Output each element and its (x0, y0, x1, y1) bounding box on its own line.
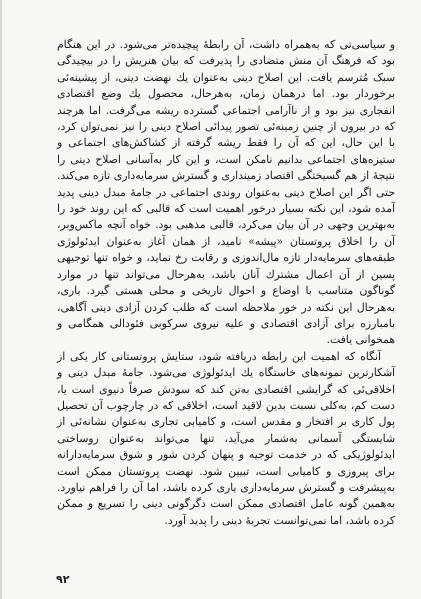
paragraph-1: و سیاسی‌تی که به‌همراه داشت، آن رابطهٔ پیچیده‌تر می‌شود. در این هنگام بود که فرهنگ آن منش متضادی را پذیرفت که بیان هنریش را در بیچیدگی سبک مُترسم یافت. این اصلاح دینی به‌عنوان یك نهضت دینی، از پیشینه‌ئی برخوردار بود. اما درهمان زمان، به‌هرحال، محصول یك وضع اقتصادی انفجاری نیز بود و از ناآرامی اجتماعی گسترده ریشه می‌گرفت. اما هرچند که در بیرون از چنین زمینه‌ئی تصور پیدائی اصلاح دینی را نیز نمی‌توان کرد، با این حال، این که آن را فقط ریشه گرفته از کشاکش‌های اجتماعی و ستیزه‌های اجتماعی بدانیم نامکن است، و این کار به‌آسانی اصلاح دینی را نتیجهٔ از هم گسیختگی اقتصاد زمینداری و گسترش سرمایه‌داری تازه می‌کند. حتی اگر این اصلاح دینی به‌عنوان روندی اجتماعی در جامهٔ مبدل دینی پدید آمده شود، این نکته بسیار درخور اهمیت است که قالبی که این روند خود را به‌بهترین وجهی در آن بیان می‌کرد، قالبی مذهبی بود. خواه آنچه ماکس‌وبر، آن را اخلاق پروتستان «پیشه» نامید، از همان آغاز به‌عنوان ایدئولوژی طبقه‌های سرمایه‌دار تازه مال‌اندوزی و رقابت رخ نماید، و خواه تنها توجیهی پسین از آن اعمال مشترك آنان باشد، به‌هرحال می‌تواند تنها در موارد گوناگون متناسب با اوضاع و احوال تاریخی و محلی هستی گیرد. باری، به‌هرحال این نکته در خور ملاحظه است که طلب کردن آزادی دینی آگاهی، بامبارزه برای آزادی اقتصادی و علیه نیروی سرکوبی فئودالی همگامی و همخوانی یافت. (57, 38, 395, 347)
paragraph-2: آنگاه که اهمیت این رابطه دریافته شود، ستایش پروتستانی کار یکی از آشکارترین نمونه‌های خاستگاه یك ایدئولوژی می‌شود. جامهٔ مبدل دینی و اخلاقی‌ئی که گرایشی اقتصادی به‌تن کند که سودش صرفاً دنیوی است یا، دست کم، به‌کلی نسبت بدین لاقید است، اخلاقی که در چارچوب آن تحصیل پول کاری بر افتخار و مقدس است، و کامیابی تجاری به‌عنوان نشانه‌ئی از شایستگی آسمانی به‌شمار می‌آید، تنها می‌تواند به‌عنوان روساختی ایدئولوژیکی که در خدمت توجیه و پنهان کردن شور و شوق سرمایه‌دارانه برای پیروزی و کامیابی است، تبیین شود. نهضت پروتستان ممکن است به‌پیشرفت و گسترش سرمایه‌داری یاری کرده باشد، اما آن را فراهم نیاورد. به‌همین گونه عامل اقتصادی ممکن است دگرگونی دینی را تسریع و ممکن کرده باشد، اما نمی‌توانست تجربهٔ دینی را پدید آورد. (57, 349, 395, 527)
page-number: ۹۲ (56, 573, 70, 586)
body-text (57, 37, 395, 529)
